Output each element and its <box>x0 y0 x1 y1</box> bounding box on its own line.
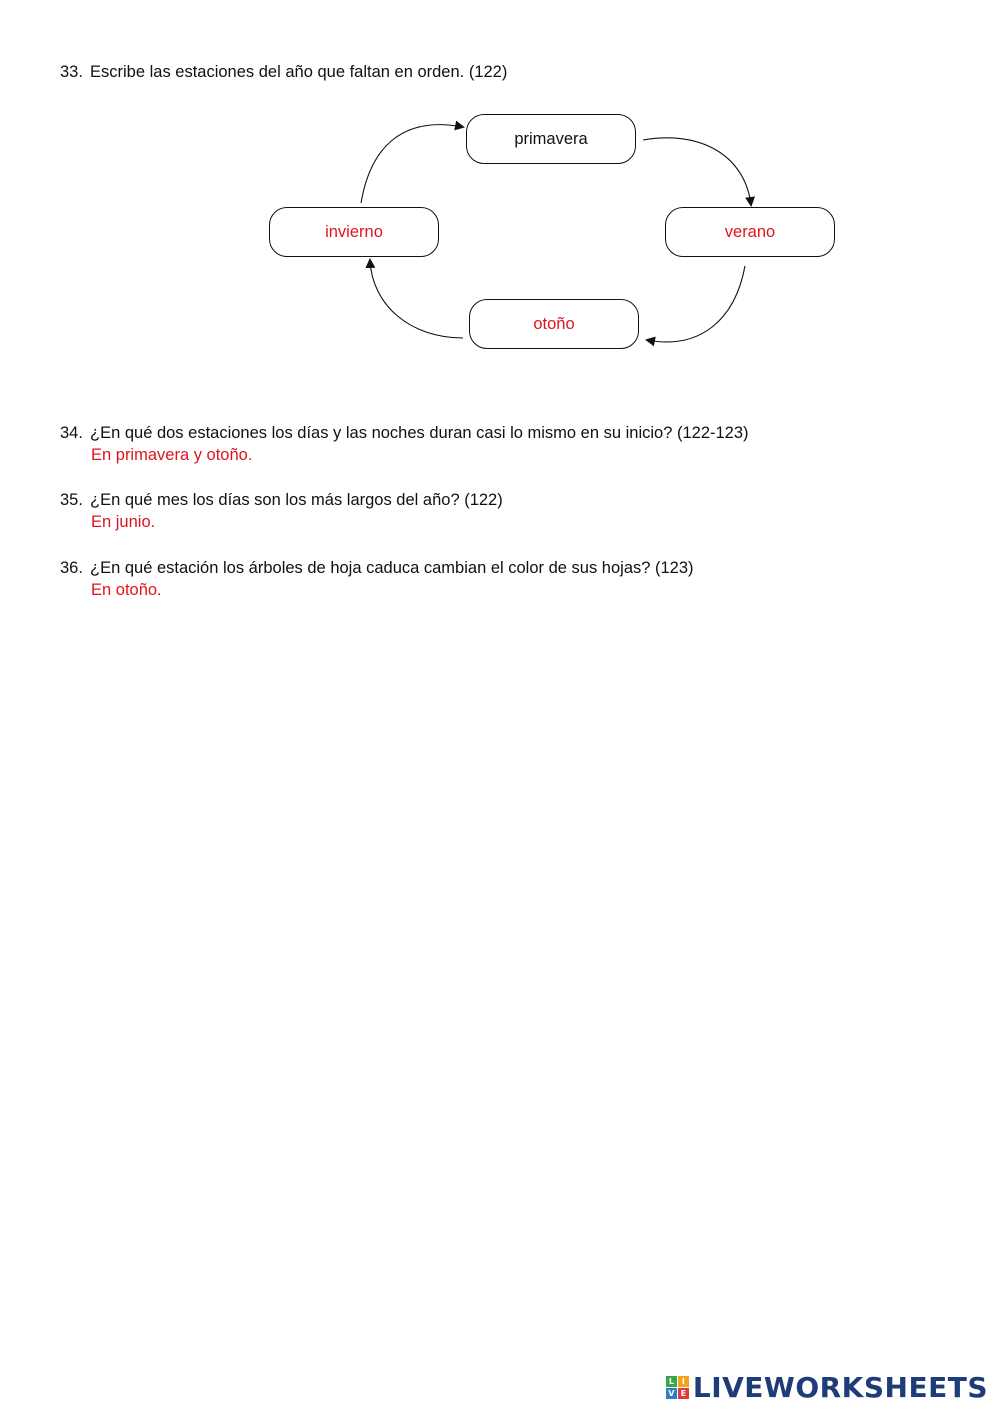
question-text: ¿En qué mes los días son los más largos del año? (122) <box>90 491 503 509</box>
seasons-cycle-diagram <box>0 0 1000 400</box>
question-36 <box>60 558 694 578</box>
logo-mark-icon <box>666 1376 689 1399</box>
season-answer: otoño <box>533 314 575 333</box>
question-number: 34. <box>60 424 83 442</box>
liveworksheets-logo[interactable] <box>666 1372 988 1402</box>
question-35 <box>60 490 503 510</box>
logo-mark-cell: L <box>666 1376 677 1387</box>
logo-mark-cell: V <box>666 1388 677 1399</box>
season-answer: verano <box>724 222 776 241</box>
season-box-invierno[interactable] <box>269 207 439 257</box>
season-box-verano[interactable] <box>665 207 835 257</box>
question-number: 33. <box>60 63 83 81</box>
season-box-otono[interactable] <box>469 299 639 349</box>
answer-35[interactable]: En junio. <box>91 513 156 531</box>
arrow-primavera-to-verano <box>643 138 751 205</box>
logo-mark-cell: E <box>678 1388 689 1399</box>
question-34 <box>60 423 749 443</box>
answer-34[interactable]: En primavera y otoño. <box>91 446 253 464</box>
question-text: ¿En qué dos estaciones los días y las noches duran casi lo mismo en su inicio? (122-123) <box>90 424 749 442</box>
question-number: 36. <box>60 559 83 577</box>
answer-36[interactable]: En otoño. <box>91 581 162 599</box>
season-label: primavera <box>514 129 588 148</box>
arrow-otono-to-invierno <box>370 260 463 338</box>
question-number: 35. <box>60 491 83 509</box>
arrow-invierno-to-primavera <box>361 125 463 203</box>
question-text: Escribe las estaciones del año que faltan en orden. (122) <box>90 63 508 81</box>
logo-mark-cell: I <box>678 1376 689 1387</box>
arrow-verano-to-otono <box>647 266 745 342</box>
season-box-primavera <box>466 114 636 164</box>
question-text: ¿En qué estación los árboles de hoja caduca cambian el color de sus hojas? (123) <box>90 559 694 577</box>
logo-text: LIVEWORKSHEETS <box>692 1370 988 1404</box>
season-answer: invierno <box>325 222 383 241</box>
